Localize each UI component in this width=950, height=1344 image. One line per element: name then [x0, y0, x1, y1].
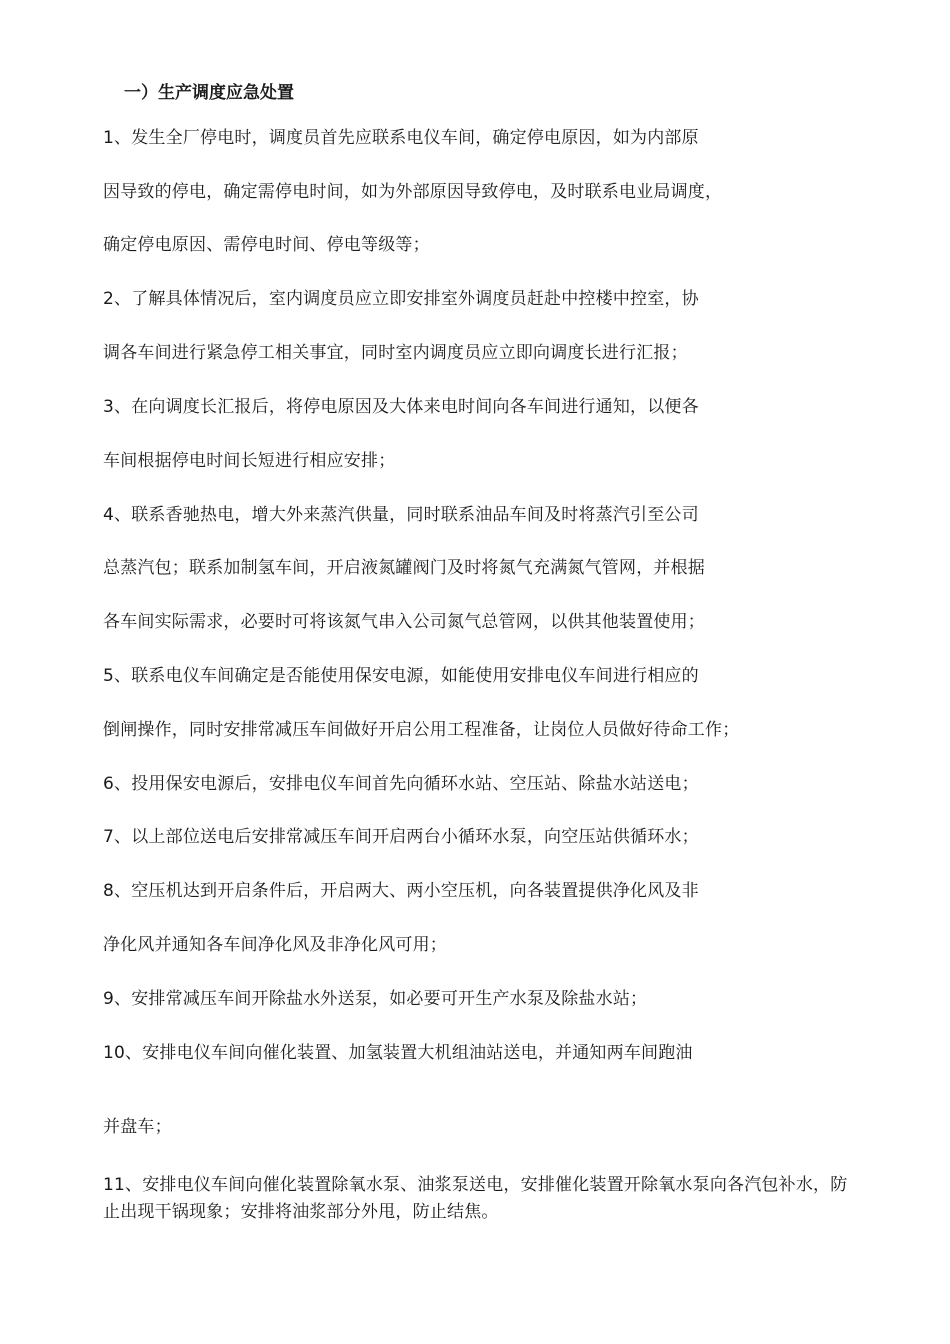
paragraph-6-line-1: 6、投用保安电源后，安排电仪车间首先向循环水站、空压站、除盐水站送电；: [103, 774, 699, 794]
paragraph-8-line-2: 净化风并通知各车间净化风及非净化风可用；: [103, 935, 447, 955]
paragraph-2-line-2: 调各车间进行紧急停工相关事宜，同时室内调度员应立即向调度长进行汇报；: [103, 343, 688, 363]
paragraph-1-line-2: 因导致的停电，确定需停电时间，如为外部原因导致停电，及时联系电业局调度，: [103, 182, 723, 202]
paragraph-1-line-3: 确定停电原因、需停电时间、停电等级等；: [103, 235, 430, 255]
paragraph-8-line-1: 8、空压机达到开启条件后，开启两大、两小空压机，向各装置提供净化风及非: [103, 881, 699, 901]
section-heading: 一）生产调度应急处置: [124, 83, 294, 103]
paragraph-2-line-1: 2、了解具体情况后，室内调度员应立即安排室外调度员赶赴中控楼中控室，协: [103, 289, 699, 309]
paragraph-4-line-2: 总蒸汽包；联系加制氢车间，开启液氮罐阀门及时将氮气充满氮气管网，并根据: [103, 558, 705, 578]
paragraph-4-line-1: 4、联系香驰热电，增大外来蒸汽供量，同时联系油品车间及时将蒸汽引至公司: [103, 505, 699, 525]
paragraph-3-line-2: 车间根据停电时间长短进行相应安排；: [103, 451, 396, 471]
paragraph-5-line-1: 5、联系电仪车间确定是否能使用保安电源，如能使用安排电仪车间进行相应的: [103, 666, 699, 686]
paragraph-4-line-3: 各车间实际需求，必要时可将该氮气串入公司氮气总管网，以供其他装置使用；: [103, 612, 705, 632]
paragraph-10-line-2: 并盘车；: [103, 1117, 172, 1137]
paragraph-1-line-1: 1、发生全厂停电时，调度员首先应联系电仪车间，确定停电原因，如为内部原: [103, 128, 699, 148]
paragraph-3-line-1: 3、在向调度长汇报后，将停电原因及大体来电时间向各车间进行通知，以便各: [103, 397, 699, 417]
paragraph-10-line-1: 10、安排电仪车间向催化装置、加氢装置大机组油站送电，并通知两车间跑油: [103, 1043, 693, 1063]
paragraph-7-line-1: 7、以上部位送电后安排常减压车间开启两台小循环水泵，向空压站供循环水；: [103, 827, 699, 847]
paragraph-11: 11、安排电仪车间向催化装置除氧水泵、油浆泵送电，安排催化装置开除氧水泵向各汽包补水，防止出现干锅现象；安排将油浆部分外甩，防止结焦。: [103, 1175, 848, 1222]
paragraph-5-line-2: 倒闸操作，同时安排常减压车间做好开启公用工程准备，让岗位人员做好待命工作；: [103, 720, 740, 740]
paragraph-9-line-1: 9、安排常减压车间开除盐水外送泵，如必要可开生产水泵及除盐水站；: [103, 989, 648, 1009]
